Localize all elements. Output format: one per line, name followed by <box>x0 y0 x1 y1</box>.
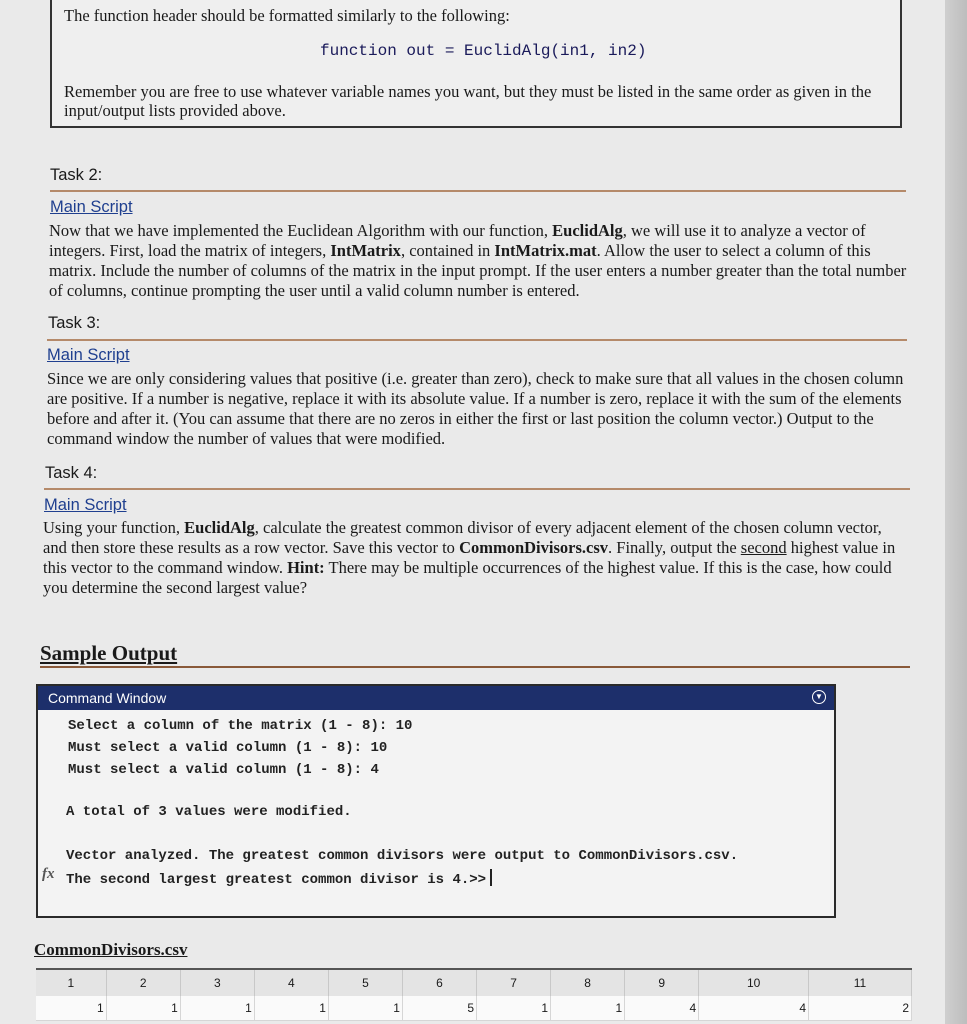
csv-column-header: 1 <box>36 969 106 996</box>
task-text-segment: There may be multiple occurrences of the highest value. If this is the case, how could you determine the second largest value? <box>43 558 892 597</box>
sample-output-heading: Sample Output <box>40 641 178 665</box>
task-3-rule <box>47 339 907 341</box>
task-3-label: Task 3: <box>48 314 101 332</box>
csv-column-header: 4 <box>254 969 328 996</box>
task-text-segment: CommonDivisors.csv <box>459 538 609 557</box>
csv-column-header: 5 <box>328 969 402 996</box>
task-text-segment: EuclidAlg <box>184 518 255 537</box>
csv-cell: 4 <box>625 996 699 1021</box>
csv-column-header: 3 <box>180 969 254 996</box>
task-4-body <box>43 518 909 598</box>
csv-column-header: 10 <box>699 969 809 996</box>
task-2-label: Task 2: <box>50 166 103 184</box>
command-window-titlebar <box>38 686 834 710</box>
output-line: Select a column of the matrix (1 - 8): 10 <box>68 718 413 734</box>
task-text-segment: . Finally, output the <box>608 538 741 557</box>
csv-column-header: 7 <box>477 969 551 996</box>
task-3-main-script-link[interactable]: Main Script <box>47 346 130 364</box>
task-3-body <box>47 369 905 449</box>
csv-column-header: 11 <box>809 969 912 996</box>
task-2-body <box>49 221 907 301</box>
csv-cell: 4 <box>699 996 809 1021</box>
csv-cell: 1 <box>106 996 180 1021</box>
command-window-title: Command Window <box>48 690 167 706</box>
task-text-segment: Hint: <box>287 558 325 577</box>
command-window[interactable] <box>36 684 836 918</box>
prompt-line[interactable] <box>66 869 492 888</box>
task-text-segment: IntMatrix.mat <box>494 241 597 260</box>
task-text-segment: highest value in this vector to the command window. <box>43 538 896 577</box>
csv-cell: 1 <box>328 996 402 1021</box>
text-cursor <box>490 869 492 886</box>
sample-output-rule <box>40 666 910 668</box>
task-text-segment: , we will use it to analyze a vector of integers. First, load the matrix of integers, <box>49 221 866 260</box>
task-text-segment: Using your function, <box>43 518 185 537</box>
output-line: A total of 3 values were modified. <box>66 804 352 820</box>
task-text-segment: Now that we have implemented the Euclidean Algorithm with our function, <box>49 221 553 240</box>
task-text-segment: . Allow the user to select a column of this matrix. Include the number of columns of the matrix in the input prompt. If the user enters a number greater than the total number of columns, continue prompting the user until a valid column number is entered. <box>49 241 907 300</box>
task-4-main-script-link[interactable]: Main Script <box>44 496 127 514</box>
task-text-segment: , calculate the greatest common divisor of every adjacent element of the chosen column vector, and then store these results as a row vector. Save this vector to <box>43 518 882 557</box>
task-2-main-script-link[interactable]: Main Script <box>50 198 133 216</box>
csv-table <box>36 968 912 1021</box>
function-header-code: function out = EuclidAlg(in1, in2) <box>320 42 647 60</box>
task-text-segment: second <box>740 538 787 557</box>
task-4-label: Task 4: <box>45 464 98 482</box>
function-header-box <box>50 0 902 128</box>
csv-column-header: 6 <box>402 969 476 996</box>
task-text-segment: , contained in <box>400 241 495 260</box>
csv-cell: 1 <box>551 996 625 1021</box>
task-text-segment: Since we are only considering values that positive (i.e. greater than zero), check to make sure that all values in the chosen column are positive. If a number is negative, replace it with its absolute value. If a number is zero, replace it with the sum of the elements before and after it. (You can assume that there are no zeros in either the first or last position the column vector.) Output to the command window the number of values that were modified. <box>47 369 904 448</box>
output-line: Must select a valid column (1 - 8): 10 <box>68 740 388 756</box>
csv-cell: 1 <box>36 996 106 1021</box>
chevron-down-icon[interactable]: ▼ <box>812 690 826 704</box>
variable-names-note: Remember you are free to use whatever variable names you want, but they must be listed in the same order as given in the input/output lists provided above. <box>64 82 872 120</box>
output-line: Vector analyzed. The greatest common divisors were output to CommonDivisors.csv. <box>66 848 739 864</box>
task-4-rule <box>44 488 910 490</box>
csv-column-header: 2 <box>106 969 180 996</box>
output-line: The second largest greatest common divisor is 4.>> <box>66 872 487 888</box>
csv-cell: 1 <box>477 996 551 1021</box>
csv-filename: CommonDivisors.csv <box>34 940 188 959</box>
task-2-rule <box>50 190 906 192</box>
header-instruction: The function header should be formatted similarly to the following: <box>64 6 510 25</box>
csv-column-header: 8 <box>551 969 625 996</box>
csv-cell: 1 <box>180 996 254 1021</box>
csv-cell: 5 <box>402 996 476 1021</box>
csv-column-header: 9 <box>625 969 699 996</box>
output-line: Must select a valid column (1 - 8): 4 <box>68 762 379 778</box>
fx-icon[interactable]: fx <box>42 866 55 882</box>
page-edge <box>945 0 967 1024</box>
task-text-segment: IntMatrix <box>330 241 401 260</box>
csv-cell: 1 <box>254 996 328 1021</box>
task-text-segment: EuclidAlg <box>552 221 623 240</box>
csv-cell: 2 <box>809 996 912 1021</box>
